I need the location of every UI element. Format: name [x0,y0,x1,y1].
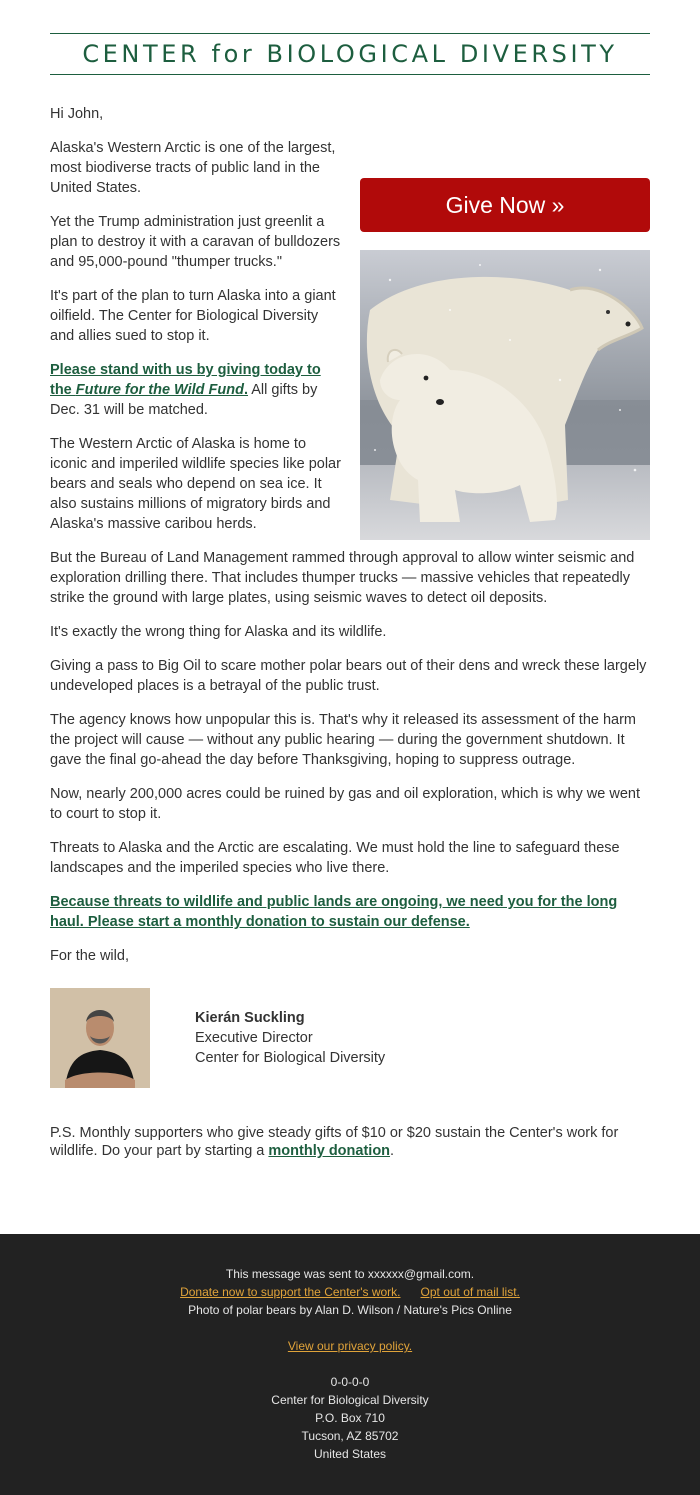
signer-title: Executive Director [195,1030,313,1046]
monthly-donation-link[interactable]: Because threats to wildlife and public lands are ongoing, we need you for the long haul. Please start a monthly donation to sustain our defense. [50,894,618,930]
footer-city: Tucson, AZ 85702 [301,1429,399,1443]
paragraph-6: But the Bureau of Land Management rammed through approval to allow winter seismic and exploration drilling there. That includes thumper trucks — massive vehicles that repeatedly strike the ground with large plates, using seismic waves to detect oil deposits. [50,550,635,606]
paragraph-7: It's exactly the wrong thing for Alaska and its wildlife. [50,624,387,640]
footer-sent-to: This message was sent to xxxxxx@gmail.com. [225,1267,475,1281]
footer [0,1234,700,1495]
postscript: P.S. Monthly supporters who give steady gifts of $10 or $20 sustain the Center's work for wildlife. Do your part by starting a monthly donation. [50,1125,619,1159]
footer-po-box: P.O. Box 710 [315,1411,385,1425]
polar-bears-photo [360,250,650,540]
email-body [50,104,650,1174]
paragraph-10: Now, nearly 200,000 acres could be ruined by gas and oil exploration, which is why we went to court to stop it. [50,786,641,822]
fund-name: Future for the Wild Fund [75,382,244,398]
footer-privacy-link[interactable]: View our privacy policy. [287,1339,413,1353]
signature-block [50,988,650,1088]
match-note: All gifts by Dec. 31 will be matched. [50,382,318,418]
donate-link[interactable]: Please stand with us by giving today to the Future for the Wild Fund. [50,362,321,398]
footer-country: United States [313,1447,387,1461]
greeting: Hi John, [50,106,104,122]
closing: For the wild, [50,948,129,964]
footer-org: Center for Biological Diversity [271,1393,429,1407]
paragraph-3: It's part of the plan to turn Alaska into a giant oilfield. The Center for Biological Diversity and allies sued to stop it. [50,288,336,344]
give-now-button[interactable]: Give Now » [360,178,650,232]
footer-code: 0-0-0-0 [330,1375,370,1389]
sidebar-media [360,178,650,540]
org-logo-text: CENTER for BIOLOGICAL DIVERSITY [82,40,618,68]
footer-photo-credit: Photo of polar bears by Alan D. Wilson / Nature's Pics Online [188,1303,512,1317]
signer-name: Kierán Suckling [195,1010,305,1026]
paragraph-11: Threats to Alaska and the Arctic are escalating. We must hold the line to safeguard these landscapes and the imperiled species who live there. [50,840,620,876]
footer-links [0,1283,700,1301]
footer-donate-link[interactable]: Donate now to support the Center's work. [180,1285,401,1299]
paragraph-2: Yet the Trump administration just greenlit a plan to destroy it with a caravan of bulldozers and 95,000-pound "thumper trucks." [50,214,341,270]
paragraph-5: The Western Arctic of Alaska is home to iconic and imperiled wildlife species like polar bears and seals who depend on sea ice. It also sustains millions of migratory birds and Alaska's massive caribou herds. [50,436,341,532]
signer-text [195,1008,385,1068]
paragraph-1: Alaska's Western Arctic is one of the largest, most biodiverse tracts of public land in the United States. [50,140,336,196]
signer-photo [50,988,150,1088]
signer-org: Center for Biological Diversity [195,1050,386,1066]
paragraph-12 [50,892,650,932]
footer-optout-link[interactable]: Opt out of mail list. [420,1285,520,1299]
paragraph-9: The agency knows how unpopular this is. That's why it released its assessment of the harm the project will cause — without any public hearing — during the government shutdown. It gave the final go-ahead the day before Thanksgiving, hoping to suppress outrage. [50,712,637,768]
paragraph-8: Giving a pass to Big Oil to scare mother polar bears out of their dens and wreck these largely undeveloped places is a betrayal of the public trust. [50,658,647,694]
ps-monthly-donation-link[interactable]: monthly donation [268,1143,391,1159]
masthead [50,33,650,75]
